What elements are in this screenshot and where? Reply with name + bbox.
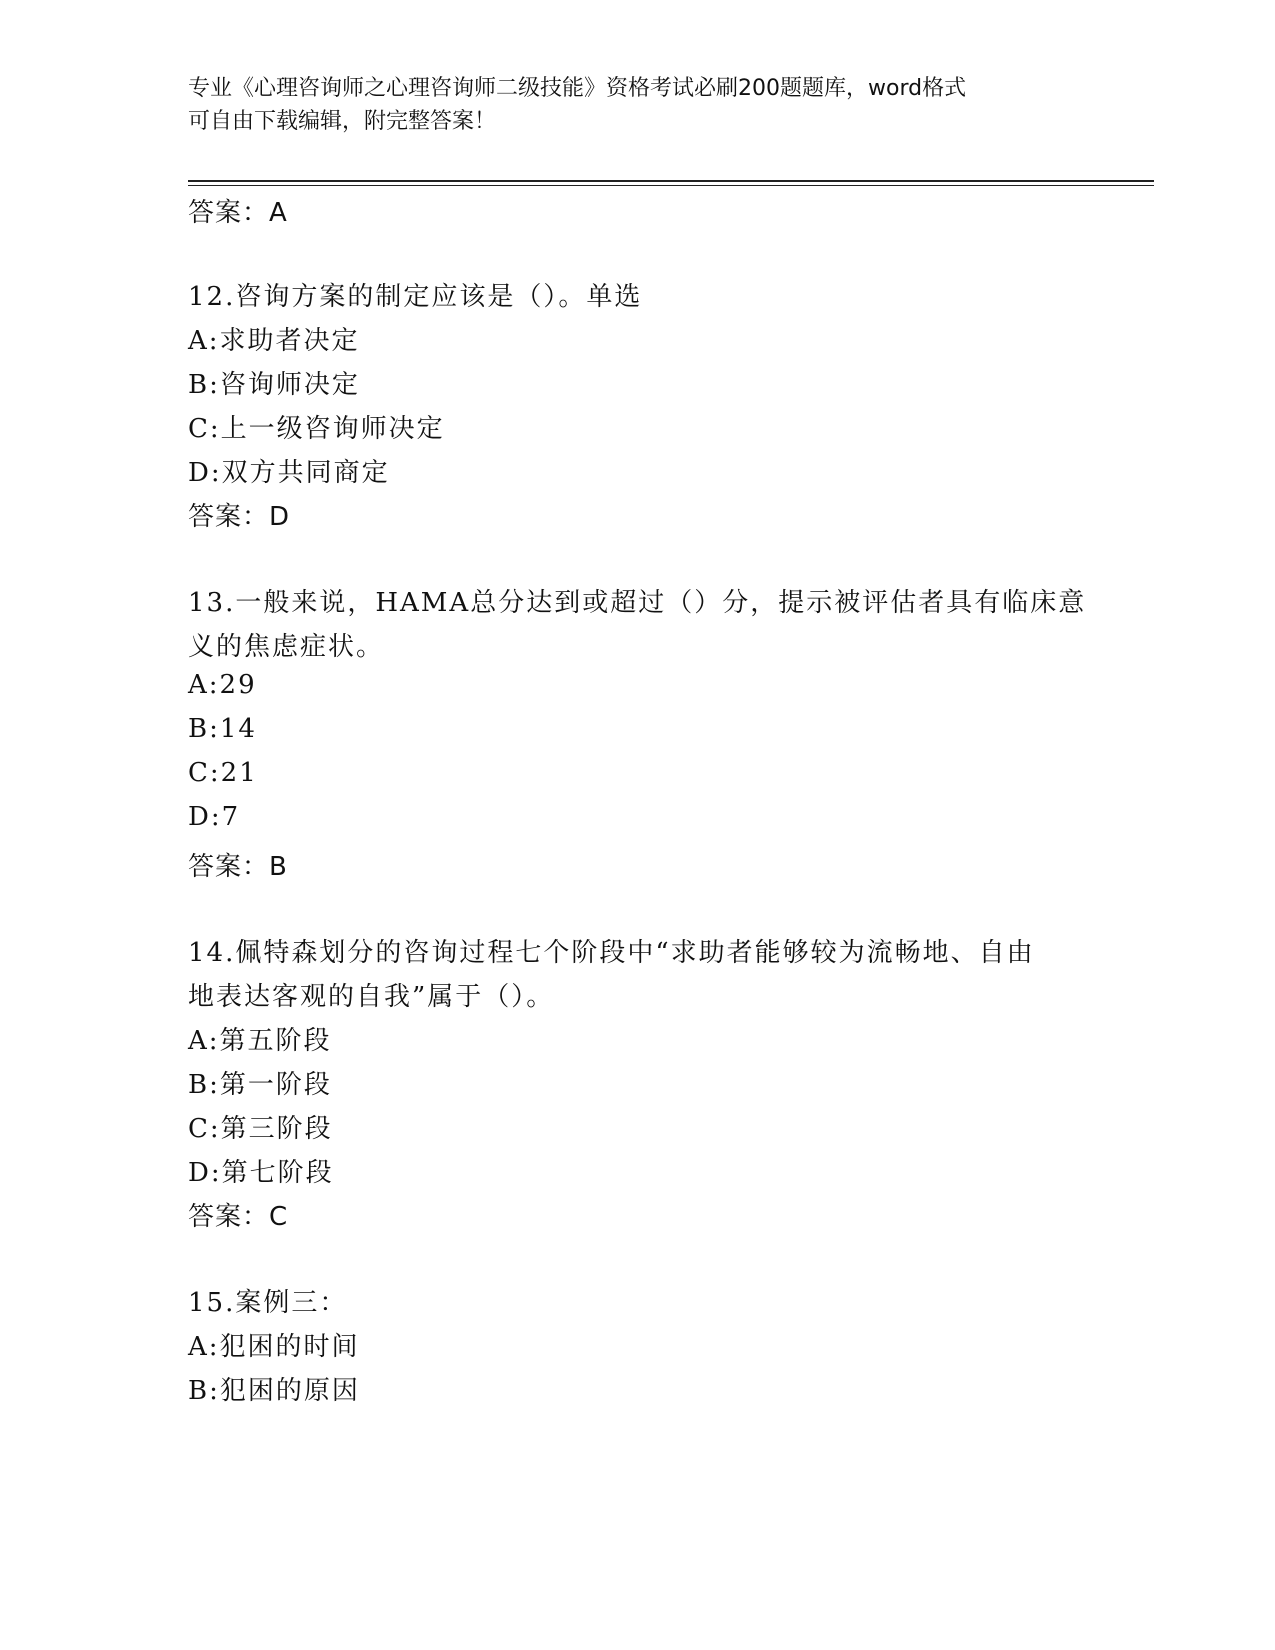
answer-line	[188, 192, 288, 229]
document-header	[188, 72, 1088, 138]
answer-value: D	[269, 502, 291, 532]
answer-line	[188, 496, 290, 533]
header-divider-thick	[188, 180, 1154, 182]
question-option: B:咨询师决定	[188, 370, 360, 400]
question-stem-line: 地表达客观的自我”属于（）。	[188, 982, 555, 1012]
question-option: A:29	[188, 670, 257, 700]
question-stem-line: 12.咨询方案的制定应该是（）。单选	[188, 282, 643, 312]
question-stem-line: 14.佩特森划分的咨询过程七个阶段中“求助者能够较为流畅地、自由	[188, 938, 1035, 968]
question-option: C:上一级咨询师决定	[188, 414, 445, 444]
header-divider-thin	[188, 185, 1154, 186]
answer-line	[188, 1196, 288, 1233]
question-stem-line: 13.一般来说，HAMA总分达到或超过（）分，提示被评估者具有临床意	[188, 588, 1087, 618]
answer-value: B	[269, 852, 288, 882]
question-option: D:第七阶段	[188, 1158, 334, 1188]
question-option: A:第五阶段	[188, 1026, 332, 1056]
header-line-1: 专业《心理咨询师之心理咨询师二级技能》资格考试必刷200题题库，word格式	[188, 76, 967, 101]
header-line-2: 可自由下载编辑，附完整答案！	[188, 109, 497, 134]
answer-label: 答案：	[188, 852, 270, 882]
question-option: B:第一阶段	[188, 1070, 332, 1100]
question-option: C:第三阶段	[188, 1114, 333, 1144]
answer-value: A	[269, 198, 288, 228]
answer-label: 答案：	[188, 198, 270, 228]
question-option: A:犯困的时间	[188, 1332, 360, 1362]
question-option: A:求助者决定	[188, 326, 360, 356]
question-option: C:21	[188, 758, 258, 788]
question-stem-line: 义的焦虑症状。	[188, 632, 385, 662]
question-option: B:14	[188, 714, 257, 744]
question-option: D:双方共同商定	[188, 458, 390, 488]
answer-label: 答案：	[188, 502, 270, 532]
question-option: D:7	[188, 802, 241, 832]
answer-value: C	[269, 1202, 289, 1232]
answer-line	[188, 846, 288, 883]
answer-label: 答案：	[188, 1202, 270, 1232]
question-option: B:犯困的原因	[188, 1376, 360, 1406]
question-stem-line: 15.案例三：	[188, 1288, 348, 1318]
